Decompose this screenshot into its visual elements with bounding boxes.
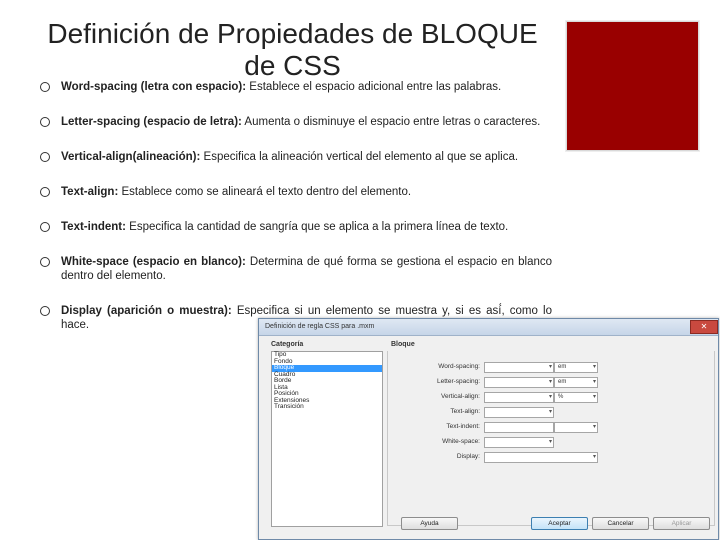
block-header: Bloque xyxy=(391,341,415,348)
list-item xyxy=(40,255,552,283)
list-item xyxy=(40,220,552,234)
vertical-align-label: Vertical-align: xyxy=(440,393,480,400)
property-description: Aumenta o disminuye el espacio entre letras o caracteres. xyxy=(241,116,541,128)
slide-title: Definición de Propiedades de BLOQUE de CSS xyxy=(47,18,538,81)
chevron-down-icon: ▾ xyxy=(548,439,552,445)
property-description: Establece como se alineará el texto dentro del elemento. xyxy=(118,186,412,198)
close-button[interactable]: ✕ xyxy=(690,320,718,334)
unit-value: em xyxy=(558,379,567,385)
text-indent-label: Text-indent: xyxy=(446,423,480,430)
chevron-down-icon: ▾ xyxy=(548,409,552,415)
category-header: Categoría xyxy=(271,341,304,348)
display-label: Display: xyxy=(456,453,480,460)
hollow-circle-bullet-icon xyxy=(40,257,50,267)
category-item-extensiones[interactable]: Extensiones xyxy=(274,396,310,404)
list-item xyxy=(40,115,552,129)
category-item-fondo[interactable]: Fondo xyxy=(274,357,293,365)
category-item-borde[interactable]: Borde xyxy=(274,377,292,384)
property-list xyxy=(40,80,552,353)
list-item xyxy=(40,80,552,94)
hollow-circle-bullet-icon xyxy=(40,152,50,162)
category-item-transicion[interactable]: Transición xyxy=(274,403,304,410)
unit-value: % xyxy=(558,394,564,400)
letter-spacing-unit-select[interactable] xyxy=(554,377,598,388)
apply-button[interactable]: Aplicar xyxy=(653,517,710,530)
display-select[interactable] xyxy=(484,452,598,463)
list-item xyxy=(40,185,552,199)
category-item-lista[interactable]: Lista xyxy=(274,383,288,391)
property-term: White-space (espacio en blanco): xyxy=(61,256,246,268)
property-term: Display (aparición o muestra): xyxy=(61,305,232,317)
css-rule-dialog xyxy=(258,318,719,540)
property-description: Especifica la cantidad de sangría que se aplica a la primera línea de texto. xyxy=(125,221,509,233)
property-description: Determina de qué forma se gestiona el espacio en blanco dentro del elemento. xyxy=(61,256,553,282)
cancel-button[interactable]: Cancelar xyxy=(592,517,649,530)
dialog-titlebar xyxy=(259,319,718,336)
text-align-select[interactable] xyxy=(484,407,554,418)
accent-block xyxy=(566,21,699,151)
text-align-label: Text-align: xyxy=(450,408,480,415)
text-indent-input[interactable] xyxy=(484,422,554,433)
category-item-bloque[interactable]: Bloque xyxy=(272,365,382,372)
property-term: Letter-spacing (espacio de letra): xyxy=(61,116,242,128)
white-space-label: White-space: xyxy=(442,438,480,445)
vertical-align-select[interactable] xyxy=(484,392,554,403)
word-spacing-select[interactable] xyxy=(484,362,554,373)
property-term: Text-align: xyxy=(61,186,119,198)
chevron-down-icon: ▾ xyxy=(592,364,596,370)
chevron-down-icon: ▾ xyxy=(592,379,596,385)
letter-spacing-select[interactable] xyxy=(484,377,554,388)
category-item-posicion[interactable]: Posición xyxy=(274,390,299,397)
white-space-select[interactable] xyxy=(484,437,554,448)
hollow-circle-bullet-icon xyxy=(40,187,50,197)
word-spacing-label: Word-spacing: xyxy=(438,363,480,370)
property-term: Vertical-align(alineación): xyxy=(61,151,201,163)
category-item-cuadro[interactable]: Cuadro xyxy=(274,370,296,378)
category-list xyxy=(271,351,383,527)
chevron-down-icon: ▾ xyxy=(592,424,596,430)
property-term: Text-indent: xyxy=(61,221,126,233)
property-description: Establece el espacio adicional entre las palabras. xyxy=(246,81,502,93)
list-item xyxy=(40,150,552,164)
property-description: Especifica si un elemento se muestra y, si es así́, como lo hace. xyxy=(61,305,552,331)
hollow-circle-bullet-icon xyxy=(40,117,50,127)
hollow-circle-bullet-icon xyxy=(40,306,50,316)
property-term: Word-spacing (letra con espacio): xyxy=(61,81,247,93)
chevron-down-icon: ▾ xyxy=(548,364,552,370)
vertical-align-unit-select[interactable] xyxy=(554,392,598,403)
chevron-down-icon: ▾ xyxy=(548,394,552,400)
dialog-title: Definición de regla CSS para .mxm xyxy=(265,323,375,330)
chevron-down-icon: ▾ xyxy=(592,454,596,460)
chevron-down-icon: ▾ xyxy=(548,379,552,385)
hollow-circle-bullet-icon xyxy=(40,82,50,92)
category-item-tipo[interactable]: Tipo xyxy=(274,351,287,358)
help-button[interactable]: Ayuda xyxy=(401,517,458,530)
property-description: Especifica la alineación vertical del elemento al que se aplica. xyxy=(200,151,519,163)
accept-button[interactable]: Aceptar xyxy=(531,517,588,530)
block-panel xyxy=(387,351,715,526)
hollow-circle-bullet-icon xyxy=(40,222,50,232)
word-spacing-unit-select[interactable] xyxy=(554,362,598,373)
unit-value: em xyxy=(558,364,567,370)
letter-spacing-label: Letter-spacing: xyxy=(437,378,480,385)
chevron-down-icon: ▾ xyxy=(592,394,596,400)
text-indent-unit-select[interactable] xyxy=(554,422,598,433)
